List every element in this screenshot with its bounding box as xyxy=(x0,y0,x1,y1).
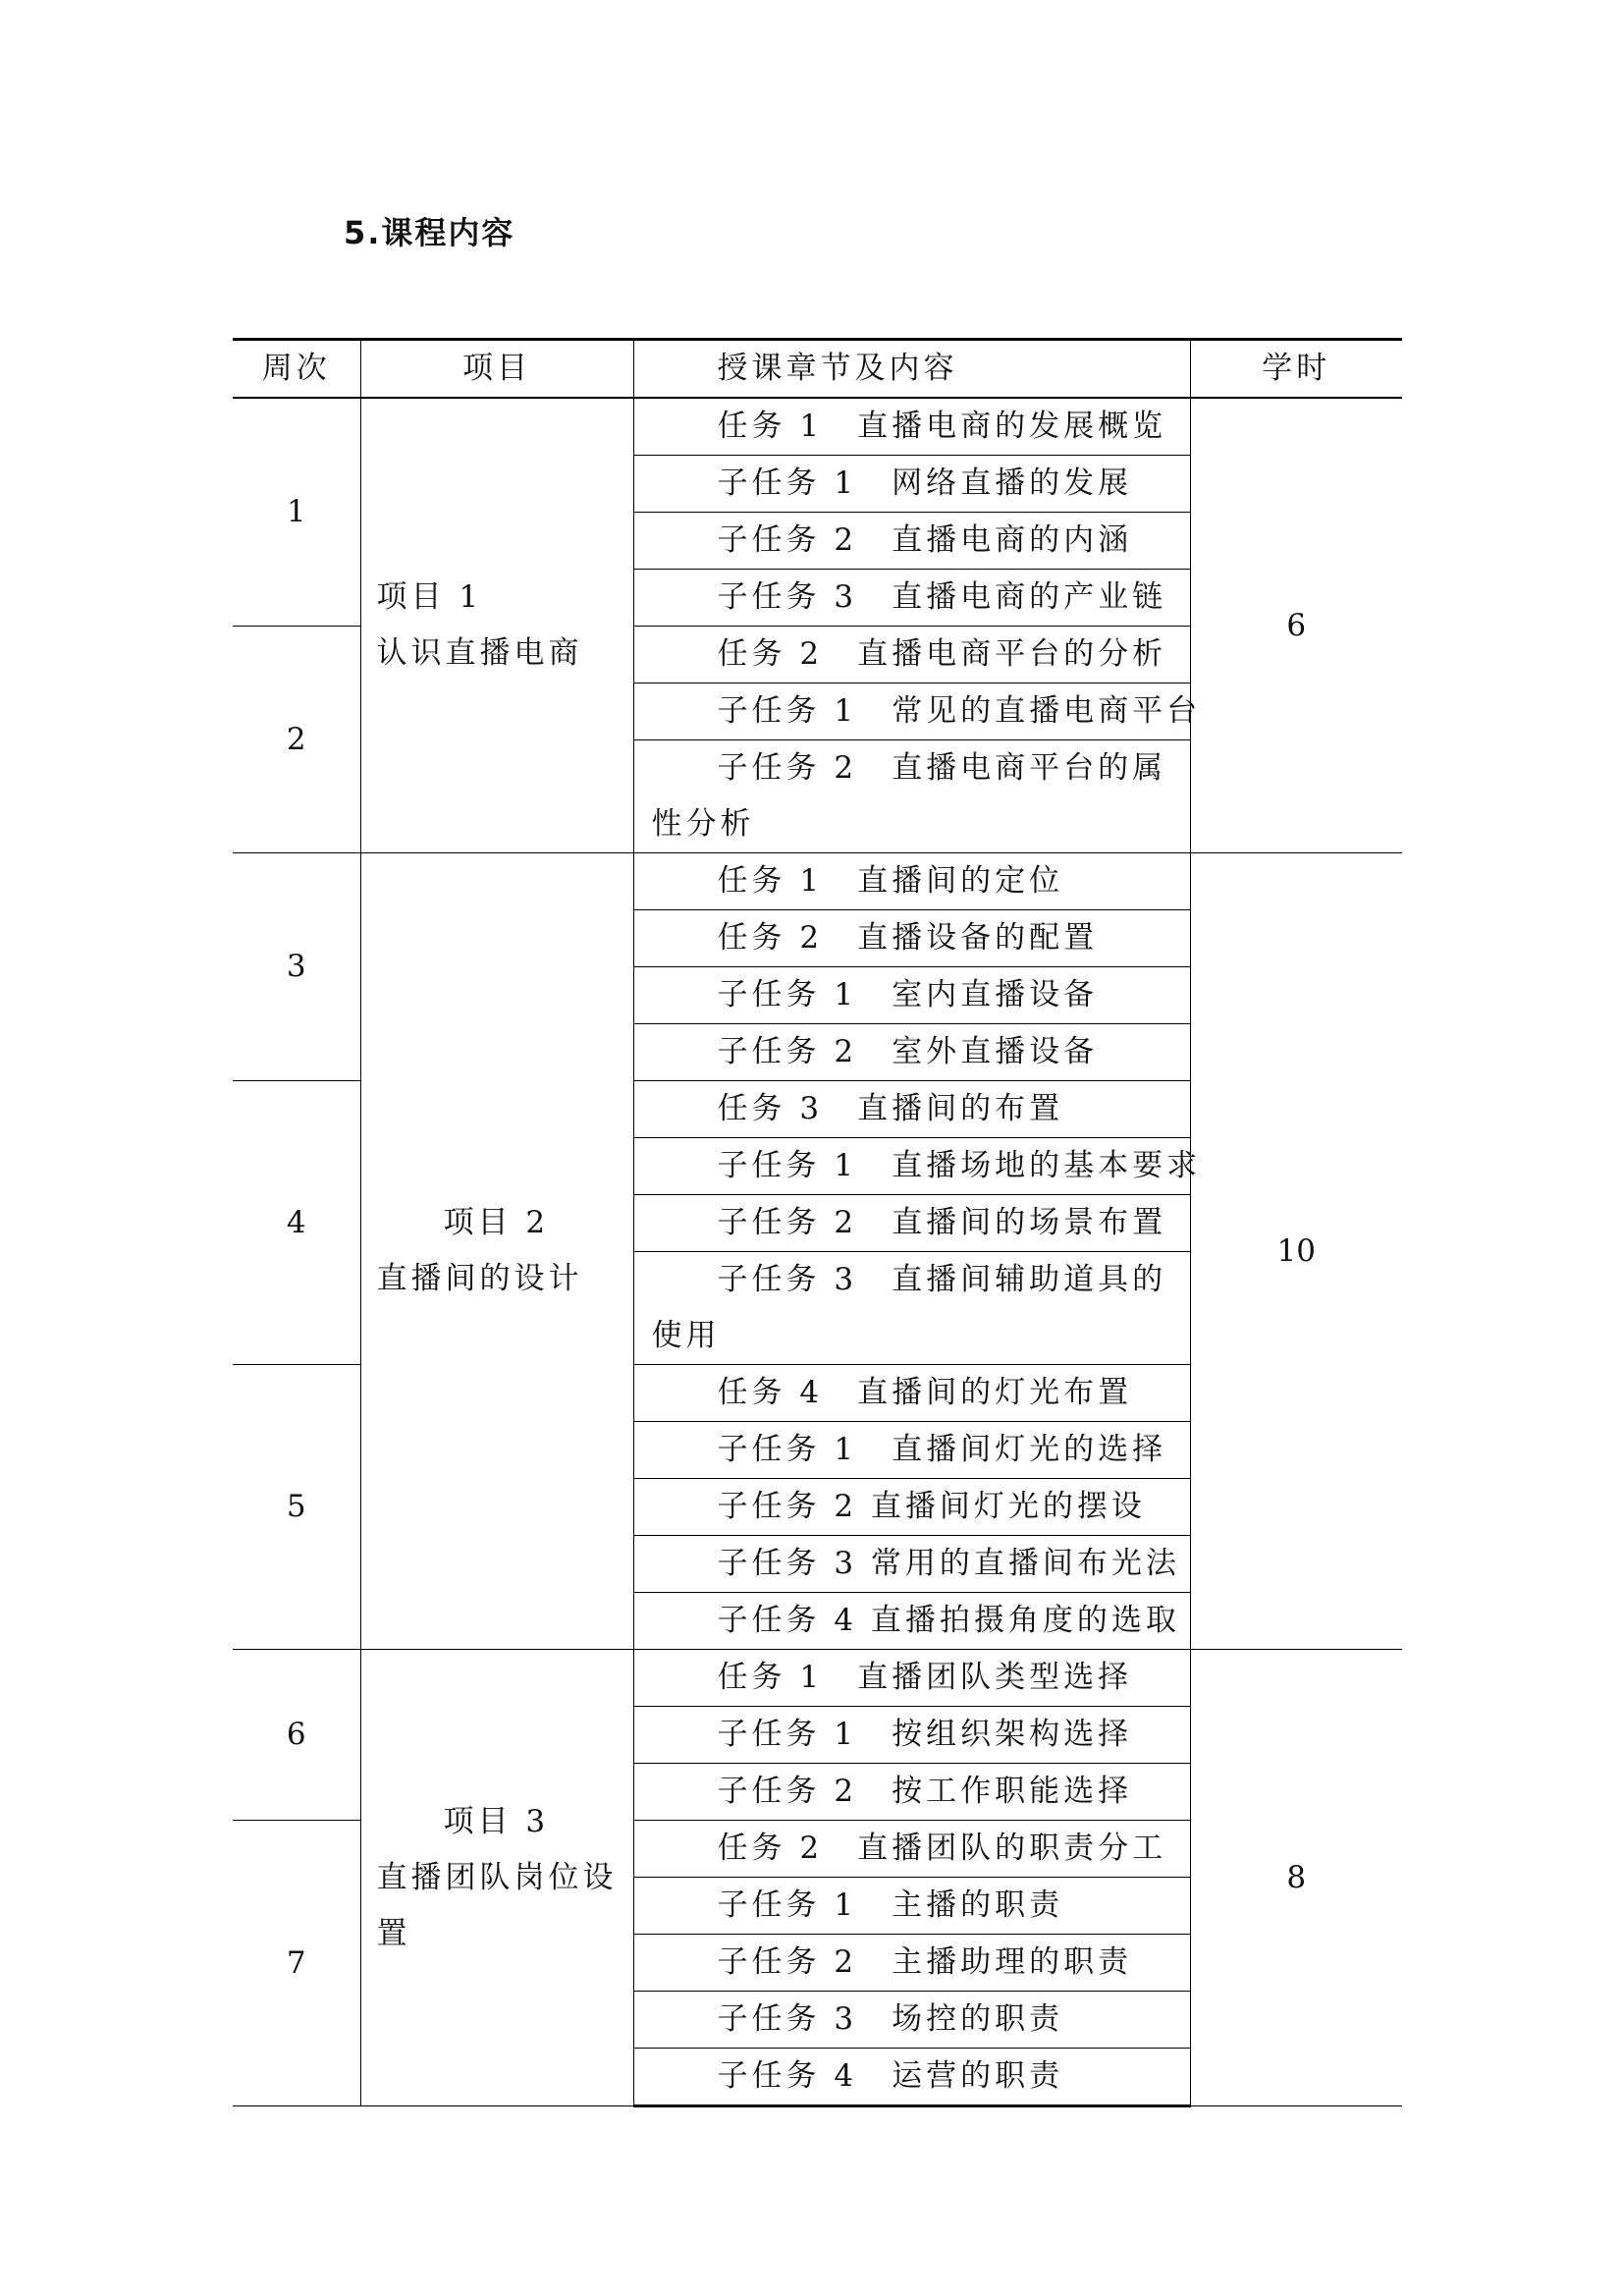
content-cell: 子任务 2 直播间的场景布置 xyxy=(633,1195,1190,1252)
content-cell: 任务 2 直播电商平台的分析 xyxy=(633,627,1190,683)
header-week: 周次 xyxy=(233,340,360,399)
hours-cell: 6 xyxy=(1190,398,1402,853)
content-cell: 子任务 4 运营的职责 xyxy=(633,2049,1190,2106)
project-number: 项目 1 xyxy=(376,579,483,615)
content-cell: 子任务 3 场控的职责 xyxy=(633,1992,1190,2049)
content-cell: 子任务 1 直播场地的基本要求 xyxy=(633,1138,1190,1195)
table-row xyxy=(233,398,1402,456)
content-cell: 子任务 2 直播间灯光的摆设 xyxy=(633,1479,1190,1536)
content-cell: 子任务 3 常用的直播间布光法 xyxy=(633,1536,1190,1593)
content-cell: 子任务 3 直播电商的产业链 xyxy=(633,570,1190,627)
project-number: 项目 3 xyxy=(443,1803,550,1839)
week-cell: 4 xyxy=(233,1081,360,1365)
week-cell: 3 xyxy=(233,853,360,1081)
content-cell: 子任务 1 按组织架构选择 xyxy=(633,1707,1190,1764)
week-cell: 6 xyxy=(233,1650,360,1821)
hours-cell: 8 xyxy=(1190,1650,1402,2106)
content-cell: 子任务 1 主播的职责 xyxy=(633,1878,1190,1935)
header-hours: 学时 xyxy=(1190,340,1402,399)
content-cell: 任务 2 直播设备的配置 xyxy=(633,910,1190,967)
hours-cell: 10 xyxy=(1190,853,1402,1650)
project-name: 直播间的设计 xyxy=(376,1261,583,1296)
project-cell xyxy=(360,1650,633,2106)
content-cell: 任务 1 直播团队类型选择 xyxy=(633,1650,1190,1707)
content-cell: 子任务 3 直播间辅助道具的使用 xyxy=(633,1252,1190,1365)
week-cell: 1 xyxy=(233,398,360,627)
content-cell: 子任务 1 直播间灯光的选择 xyxy=(633,1422,1190,1479)
content-cell: 子任务 4 直播拍摄角度的选取 xyxy=(633,1593,1190,1650)
content-cell: 任务 1 直播间的定位 xyxy=(633,853,1190,910)
content-cell: 任务 4 直播间的灯光布置 xyxy=(633,1365,1190,1422)
header-content: 授课章节及内容 xyxy=(633,340,1190,399)
project-number: 项目 2 xyxy=(443,1205,550,1240)
content-cell: 子任务 2 主播助理的职责 xyxy=(633,1935,1190,1992)
project-cell xyxy=(360,853,633,1650)
content-cell: 任务 1 直播电商的发展概览 xyxy=(633,398,1190,456)
table-header-row xyxy=(233,340,1402,399)
content-cell: 子任务 2 直播电商平台的属性分析 xyxy=(633,740,1190,853)
content-cell: 子任务 1 常见的直播电商平台 xyxy=(633,683,1190,740)
content-cell: 子任务 1 室内直播设备 xyxy=(633,967,1190,1024)
content-cell: 任务 3 直播间的布置 xyxy=(633,1081,1190,1138)
week-cell: 2 xyxy=(233,627,360,853)
content-cell: 子任务 2 室外直播设备 xyxy=(633,1024,1190,1081)
week-cell: 5 xyxy=(233,1365,360,1650)
content-cell: 任务 2 直播团队的职责分工 xyxy=(633,1821,1190,1878)
project-name: 认识直播电商 xyxy=(376,635,583,671)
section-title: 5.课程内容 xyxy=(344,214,515,251)
week-cell: 7 xyxy=(233,1821,360,2106)
course-content-table xyxy=(233,338,1402,2107)
project-cell xyxy=(360,398,633,853)
content-cell: 子任务 1 网络直播的发展 xyxy=(633,456,1190,513)
content-cell: 子任务 2 按工作职能选择 xyxy=(633,1764,1190,1821)
project-name: 直播团队岗位设置 xyxy=(376,1859,618,1951)
table-row xyxy=(233,853,1402,910)
content-cell: 子任务 2 直播电商的内涵 xyxy=(633,513,1190,570)
table-row xyxy=(233,1650,1402,1707)
header-project: 项目 xyxy=(360,340,633,399)
